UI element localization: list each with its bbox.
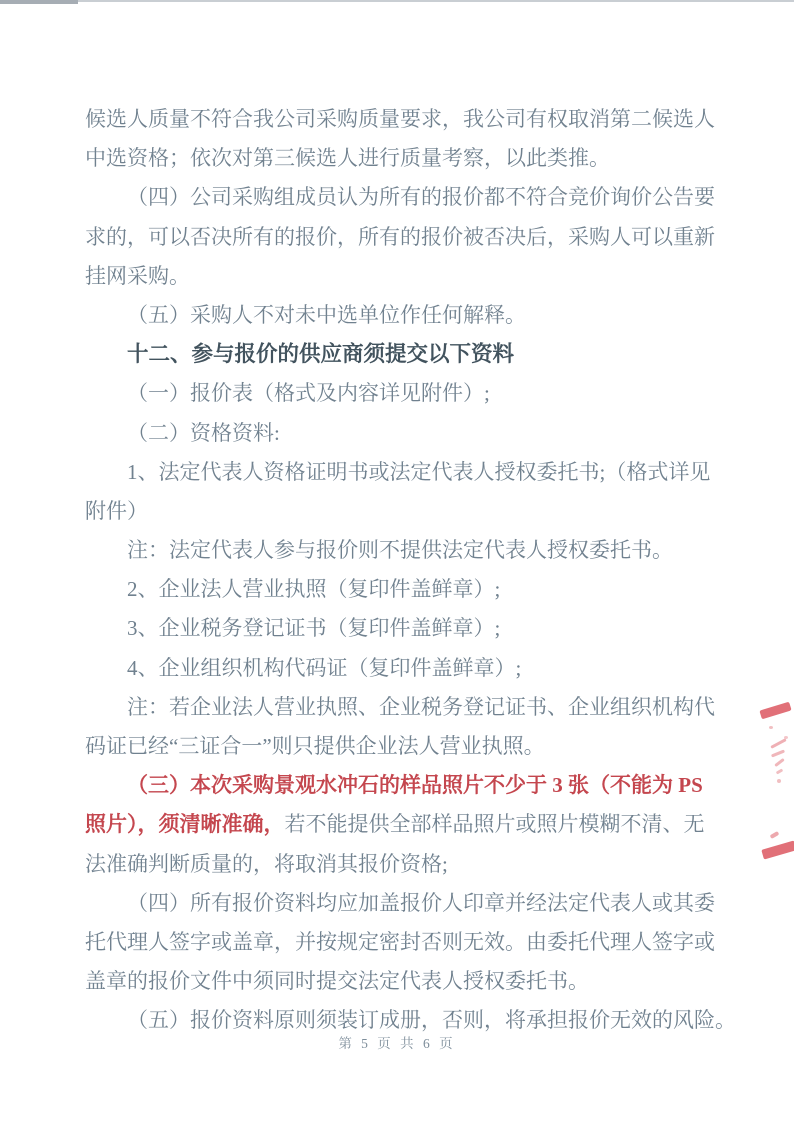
doc-line: 求的，可以否决所有的报价，所有的报价被否决后，采购人可以重新: [85, 224, 715, 249]
doc-line: 附件）: [85, 498, 148, 523]
scan-edge-artifact-dark: [0, 0, 78, 4]
doc-line: 托代理人签字或盖章，并按规定密封否则无效。由委托代理人签字或: [85, 929, 715, 954]
body-span: 若不能提供全部样品照片或照片模糊不清、无: [284, 812, 705, 837]
doc-line: 注：若企业法人营业执照、企业税务登记证书、企业组织机构代: [127, 694, 715, 719]
doc-line: （一）报价表（格式及内容详见附件）;: [127, 381, 490, 406]
doc-line-red-emphasis: （三）本次采购景观水冲石的样品照片不少于 3 张（不能为 PS: [127, 773, 703, 798]
page-number-footer: 第 5 页 共 6 页: [338, 1036, 456, 1051]
doc-line: 候选人质量不符合我公司采购质量要求，我公司有权取消第二候选人: [85, 107, 715, 131]
doc-line-mixed: [85, 805, 725, 844]
section-heading-12: 十二、参与报价的供应商须提交以下资料: [127, 342, 515, 367]
doc-line: 4、企业组织机构代码证（复印件盖鲜章）;: [127, 655, 522, 680]
doc-line: 1、法定代表人资格证明书或法定代表人授权委托书;（格式详见: [127, 459, 711, 484]
doc-line: （二）资格资料:: [127, 420, 280, 445]
doc-line: 注：法定代表人参与报价则不提供法定代表人授权委托书。: [127, 538, 673, 563]
doc-line: （五）采购人不对未中选单位作任何解释。: [127, 302, 526, 327]
doc-line: 法准确判断质量的，将取消其报价资格;: [85, 851, 448, 876]
stamp-fragment-fleck-icon: [770, 831, 780, 839]
stamp-fragment-bottom-icon: [761, 841, 794, 860]
doc-line: （五）报价资料原则须装订成册，否则，将承担报价无效的风险。: [127, 1008, 736, 1033]
document-body: [85, 100, 736, 1041]
doc-line: 3、企业税务登记证书（复印件盖鲜章）;: [127, 616, 501, 641]
scan-edge-artifact: [0, 0, 794, 2]
red-emphasis-span: 照片），须清晰准确，: [85, 812, 285, 837]
doc-line: 2、企业法人营业执照（复印件盖鲜章）;: [127, 577, 501, 602]
doc-line: 盖章的报价文件中须同时提交法定代表人授权委托书。: [85, 969, 589, 994]
stamp-fragment-stroke-icon: [771, 749, 785, 757]
stamp-fragment-stroke-icon: [776, 768, 784, 774]
stamp-fragment-stroke-icon: [770, 738, 786, 749]
stamp-fragment-dot-icon: [769, 726, 773, 729]
doc-line: （四）所有报价资料均应加盖报价人印章并经法定代表人或其委: [127, 890, 715, 915]
stamp-fragment-dot-icon: [784, 736, 788, 739]
stamp-fragment-dot-icon: [777, 779, 781, 783]
doc-line: 中选资格；依次对第三候选人进行质量考察，以此类推。: [85, 146, 610, 171]
doc-line: 挂网采购。: [85, 263, 190, 288]
doc-line: （四）公司采购组成员认为所有的报价都不符合竞价询价公告要: [127, 185, 715, 210]
stamp-fragment-stroke-icon: [774, 758, 785, 767]
stamp-fragment-top-icon: [759, 702, 791, 720]
doc-line: 码证已经“三证合一”则只提供企业法人营业执照。: [85, 734, 545, 758]
